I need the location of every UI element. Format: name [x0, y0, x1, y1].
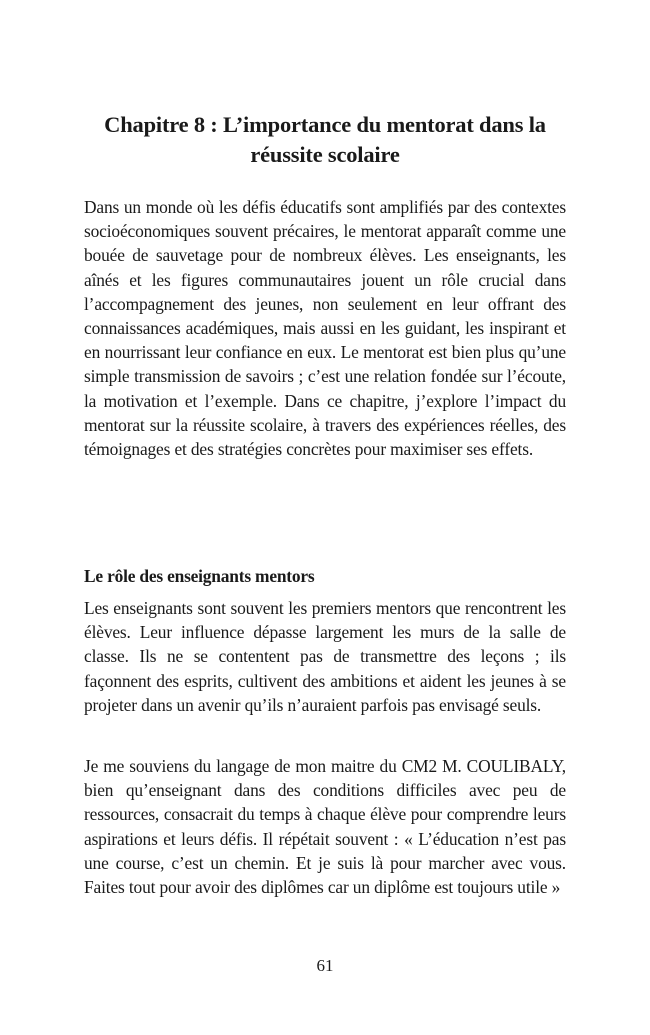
intro-paragraph: Dans un monde où les défis éducatifs sont amplifiés par des contextes socioéconomiques souvent précaires, le mentorat apparaît comme une bouée de sauvetage pour de nombreux élèves. Les enseignants, les aînés et les figures communautaires jouent un rôle crucial dans l’accompagnement des jeunes, non seulement en leur offrant des connaissances académiques, mais aussi en les guidant, les inspirant et en nourrissant leur confiance en eux. Le mentorat est bien plus qu’une simple transmission de savoirs ; c’est une relation fondée sur l’écoute, la motivation et l’exemple. Dans ce chapitre, j’explore l’impact du mentorat sur la réussite scolaire, à travers des expériences réelles, des témoignages et des stratégies concrètes pour maximiser ses effets. [84, 197, 566, 460]
chapter-title [84, 110, 566, 170]
page-number: 61 [316, 956, 334, 975]
teachers-paragraph: Les enseignants sont souvent les premiers mentors que rencontrent les élèves. Leur influence dépasse largement les murs de la salle de classe. Ils ne se contentent pas de transmettre des leçons ; ils façonnent des esprits, cultivent des ambitions et aident les jeunes à se projeter dans un avenir qu’ils n’auraient parfois pas envisagé seuls. [84, 598, 566, 715]
chapter-title-line-1: Chapitre 8 : L’importance du mentorat dans la [104, 112, 546, 137]
chapter-title-line-2: réussite scolaire [250, 142, 400, 167]
section-heading: Le rôle des enseignants mentors [84, 566, 315, 586]
memory-paragraph: Je me souviens du langage de mon maitre du CM2 M. COULIBALY, bien qu’enseignant dans des conditions difficiles avec peu de ressources, consacrait du temps à chaque élève pour comprendre leurs aspirations et leurs défis. Il répétait souvent : « L’éducation n’est pas une course, c’est un chemin. Et je suis là pour marcher avec vous. Faites tout pour avoir des diplômes car un diplôme est toujours utile » [84, 756, 566, 898]
